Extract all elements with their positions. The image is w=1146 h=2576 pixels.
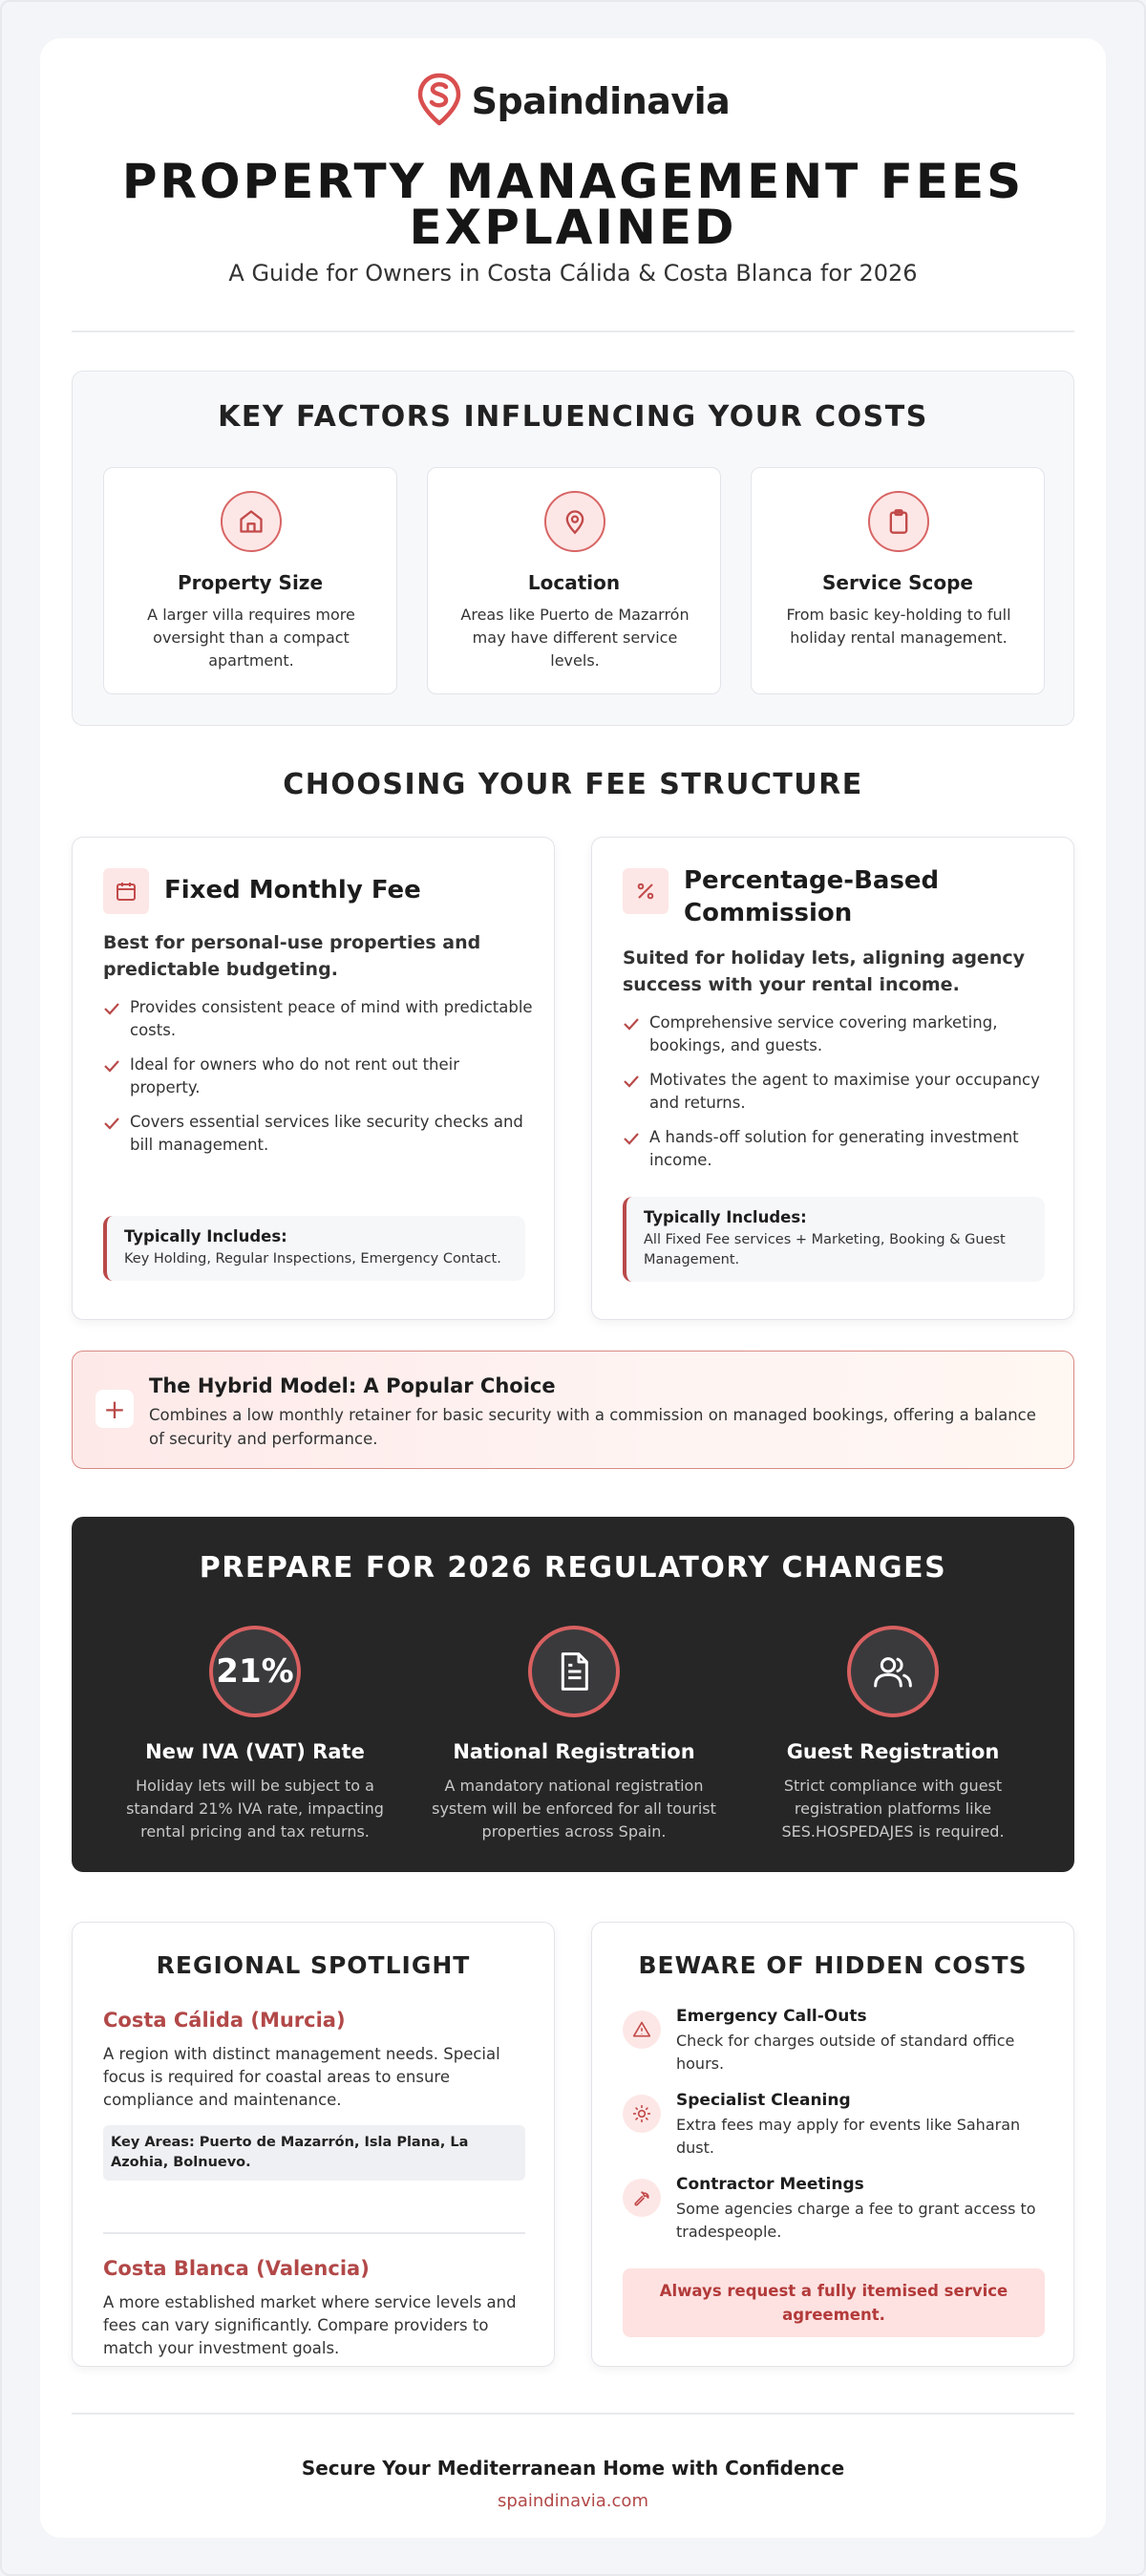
factor-card-property-size [103, 467, 397, 694]
brand-name: Spaindinavia [471, 80, 731, 122]
check-icon [623, 1130, 640, 1153]
region-desc: A region with distinct management needs. Special focus is required for coastal areas to ensure compliance and maintenance. [103, 2045, 500, 2109]
region-name: Costa Blanca (Valencia) [103, 2257, 370, 2280]
region-name: Costa Cálida (Murcia) [103, 2009, 346, 2032]
home-icon [221, 491, 282, 552]
divider [103, 2232, 525, 2234]
check-icon [623, 1015, 640, 1038]
clipboard-icon [868, 491, 929, 552]
hybrid-model-callout [72, 1351, 1074, 1469]
calendar-icon [103, 868, 149, 914]
cost-desc: Check for charges outside of standard office hours. [676, 2032, 1015, 2073]
factor-desc: Areas like Puerto de Mazarrón may have different service levels. [460, 606, 690, 670]
factor-card-location [427, 467, 721, 694]
cost-desc: Extra fees may apply for events like Saharan dust. [676, 2116, 1021, 2157]
fixed-fee-card [72, 837, 555, 1320]
logo-pin-icon [416, 73, 462, 130]
hidden-costs-title: BEWARE OF HIDDEN COSTS [638, 1951, 1028, 1979]
footer-tagline: Secure Your Mediterranean Home with Confidence [301, 2457, 845, 2480]
key-areas: Key Areas: Puerto de Mazarrón, Isla Plana, La Azohia, Bolnuevo. [103, 2125, 525, 2181]
check-icon [103, 1057, 120, 1080]
regulatory-title: PREPARE FOR 2026 REGULATORY CHANGES [199, 1551, 947, 1585]
fee-card-subtitle: Best for personal-use properties and predictable budgeting. [103, 932, 481, 980]
list-item: A hands-off solution for generating investment income. [623, 1126, 1052, 1172]
fee-card-subtitle: Suited for holiday lets, aligning agency success with your rental income. [623, 947, 1025, 995]
itemised-agreement-warning: Always request a fully itemised service agreement. [623, 2268, 1045, 2337]
key-factors-section [72, 371, 1074, 726]
factor-title: Property Size [177, 571, 324, 594]
factor-card-service-scope [751, 467, 1045, 694]
page-subtitle: A Guide for Owners in Costa Cálida & Costa Blanca for 2026 [228, 260, 918, 287]
wrench-icon [623, 2179, 661, 2217]
includes-title: Typically Includes: [644, 1208, 807, 1226]
key-factors-title: KEY FACTORS INFLUENCING YOUR COSTS [218, 400, 928, 434]
factor-title: Location [527, 571, 621, 594]
list-item: Provides consistent peace of mind with predictable costs. [103, 996, 533, 1042]
document-icon [528, 1626, 620, 1717]
includes-text: All Fixed Fee services + Marketing, Booking & Guest Management. [644, 1232, 1006, 1267]
reg-item-title: New IVA (VAT) Rate [145, 1740, 365, 1763]
factor-desc: From basic key-holding to full holiday rental management. [786, 606, 1011, 647]
divider [72, 330, 1074, 332]
fee-structure-title: CHOOSING YOUR FEE STRUCTURE [283, 768, 863, 801]
reg-item-desc: Strict compliance with guest registration platforms like SES.HOSPEDAJES is required. [781, 1777, 1005, 1841]
cost-desc: Some agencies charge a fee to grant access to tradespeople. [676, 2200, 1036, 2241]
region-desc: A more established market where service levels and fees can vary significantly. Compare providers to match your investment goals. [103, 2293, 517, 2357]
list-item: Motivates the agent to maximise your occupancy and returns. [623, 1069, 1052, 1115]
list-item: Covers essential services like security checks and bill management. [103, 1111, 533, 1157]
regional-title: REGIONAL SPOTLIGHT [156, 1951, 471, 1979]
cost-title: Specialist Cleaning [676, 2091, 851, 2110]
percentage-fee-card [591, 837, 1074, 1320]
hidden-costs-card [591, 1922, 1074, 2367]
fixed-fee-points [103, 996, 533, 1168]
includes-title: Typically Includes: [124, 1227, 287, 1245]
page-title: PROPERTY MANAGEMENT FEES EXPLAINED [121, 154, 1025, 255]
percent-icon [623, 868, 668, 914]
hybrid-text: Combines a low monthly retainer for basic security with a commission on managed bookings, offering a balance of security and performance. [149, 1406, 1036, 1448]
hybrid-title: The Hybrid Model: A Popular Choice [149, 1374, 556, 1397]
reg-item-desc: Holiday lets will be subject to a standard 21% IVA rate, impacting rental pricing and tax returns. [126, 1777, 384, 1841]
sun-icon [623, 2095, 661, 2133]
logo[interactable] [40, 73, 1106, 130]
iva-badge: 21% [209, 1626, 301, 1717]
fee-card-title: Fixed Monthly Fee [164, 876, 421, 905]
infographic-card [40, 38, 1106, 2538]
reg-item-desc: A mandatory national registration system will be enforced for all tourist properties across Spain. [432, 1777, 716, 1841]
factor-desc: A larger villa requires more oversight than a compact apartment. [147, 606, 355, 670]
plus-icon: + [96, 1390, 134, 1428]
reg-item-title: National Registration [453, 1740, 695, 1763]
cost-title: Emergency Call-Outs [676, 2007, 867, 2026]
check-icon [103, 1000, 120, 1023]
fee-card-title: Percentage-Based Commission [684, 866, 940, 927]
percentage-fee-points [623, 1011, 1052, 1183]
includes-text: Key Holding, Regular Inspections, Emergency Contact. [124, 1251, 501, 1267]
users-icon [847, 1626, 939, 1717]
factor-title: Service Scope [822, 571, 973, 594]
list-item: Ideal for owners who do not rent out their property. [103, 1054, 533, 1099]
divider [72, 2413, 1074, 2415]
regional-spotlight-card [72, 1922, 555, 2367]
footer-website-link[interactable]: spaindinavia.com [498, 2491, 648, 2511]
list-item: Comprehensive service covering marketing, bookings, and guests. [623, 1011, 1052, 1057]
check-icon [103, 1115, 120, 1138]
check-icon [623, 1073, 640, 1096]
map-pin-icon [544, 491, 605, 552]
regulatory-section [72, 1517, 1074, 1872]
cost-title: Contractor Meetings [676, 2175, 864, 2194]
typically-includes-box [103, 1216, 525, 1281]
reg-item-title: Guest Registration [786, 1740, 1000, 1763]
typically-includes-box [623, 1197, 1045, 1282]
warning-icon [623, 2011, 661, 2049]
